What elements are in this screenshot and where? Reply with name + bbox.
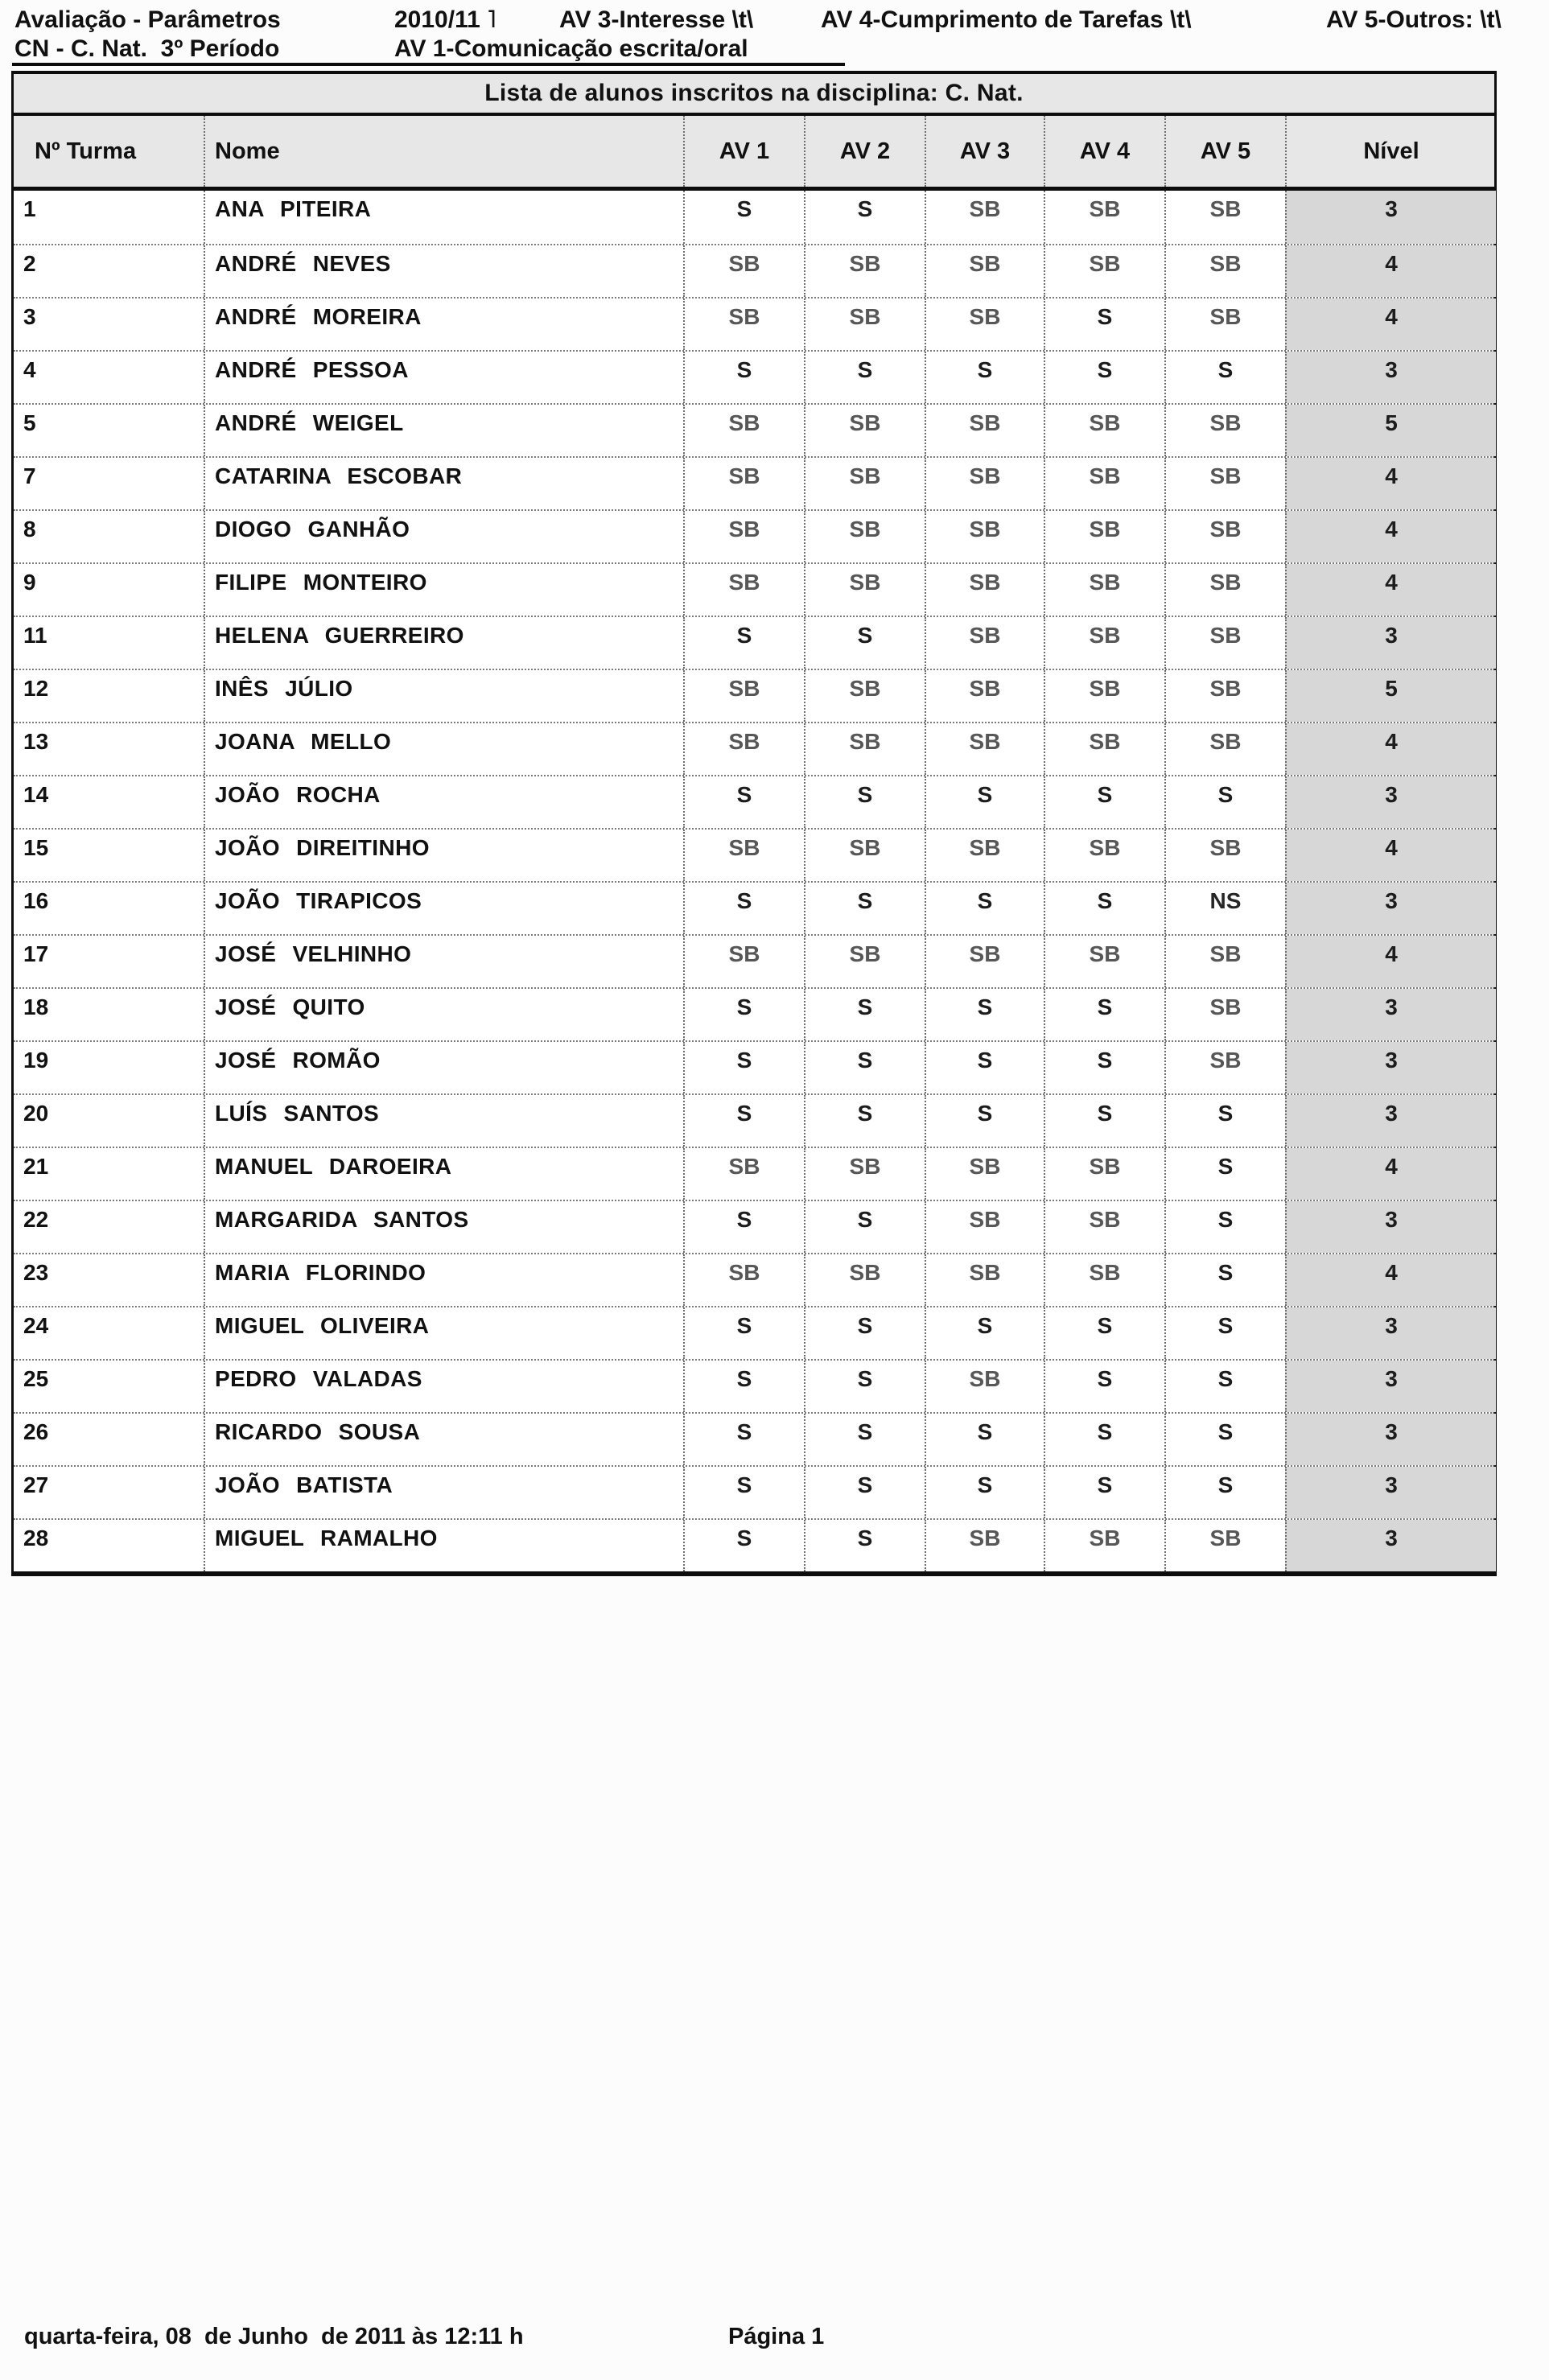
cell-nome: MIGUEL OLIVEIRA xyxy=(204,1307,683,1359)
cell-av3: S xyxy=(925,1095,1044,1147)
cell-turma-num: 7 xyxy=(23,463,36,488)
cell-nome: ANDRÉ WEIGEL xyxy=(204,405,683,456)
cell-av2: S xyxy=(804,1467,925,1518)
cell-nivel: 3 xyxy=(1285,883,1496,934)
cell-turma-num: 19 xyxy=(23,1048,49,1073)
cell-av1: S xyxy=(683,352,804,403)
cell-nivel: 3 xyxy=(1285,191,1496,244)
table-row xyxy=(14,669,1494,722)
table-title-band xyxy=(14,74,1494,116)
cell-av4: SB xyxy=(1044,245,1164,297)
cell-av1: S xyxy=(683,191,804,244)
cell-av1: SB xyxy=(683,670,804,722)
cell-av2: S xyxy=(804,1414,925,1465)
cell-av4: S xyxy=(1044,299,1164,350)
cell-av2: SB xyxy=(804,723,925,775)
cell-nivel: 4 xyxy=(1285,245,1496,297)
cell-av1: SB xyxy=(683,1254,804,1306)
cell-nivel: 4 xyxy=(1285,564,1496,616)
col-header-av4: AV 4 xyxy=(1044,116,1164,187)
cell-av4: SB xyxy=(1044,723,1164,775)
col-header-av1: AV 1 xyxy=(683,116,804,187)
cell-nivel: 4 xyxy=(1285,1148,1496,1200)
table-row xyxy=(14,881,1494,934)
col-header-av3: AV 3 xyxy=(925,116,1044,187)
cell-nome: LUÍS SANTOS xyxy=(204,1095,683,1147)
cell-av3: SB xyxy=(925,830,1044,881)
cell-av5: S xyxy=(1164,1201,1285,1253)
cell-av4: SB xyxy=(1044,830,1164,881)
cell-nome: JOANA MELLO xyxy=(204,723,683,775)
cell-turma-num: 26 xyxy=(23,1419,49,1444)
table-row xyxy=(14,987,1494,1040)
cell-av5: SB xyxy=(1164,936,1285,987)
cell-av5: SB xyxy=(1164,511,1285,562)
cell-nome: ANDRÉ MOREIRA xyxy=(204,299,683,350)
cell-av1: S xyxy=(683,1520,804,1571)
cell-av5: S xyxy=(1164,1361,1285,1412)
cell-av5: SB xyxy=(1164,1042,1285,1093)
cell-av2: SB xyxy=(804,670,925,722)
cell-nome: DIOGO GANHÃO xyxy=(204,511,683,562)
cell-av4: SB xyxy=(1044,617,1164,669)
table-row xyxy=(14,828,1494,881)
table-row xyxy=(14,1359,1494,1412)
param-av5: AV 5-Outros: \t\ xyxy=(1326,6,1502,33)
cell-turma-num: 14 xyxy=(23,782,49,807)
cell-av1: SB xyxy=(683,458,804,509)
cell-av5: S xyxy=(1164,352,1285,403)
cell-av5: SB xyxy=(1164,564,1285,616)
cell-av2: SB xyxy=(804,1254,925,1306)
cell-av1: SB xyxy=(683,511,804,562)
table-title: Lista de alunos inscritos na disciplina: C. Nat. xyxy=(484,80,1024,106)
cell-nome: HELENA GUERREIRO xyxy=(204,617,683,669)
cell-av5: SB xyxy=(1164,989,1285,1040)
cell-turma-num: 11 xyxy=(23,623,47,648)
cell-turma-num: 15 xyxy=(23,835,49,860)
cell-nivel: 3 xyxy=(1285,1201,1496,1253)
cell-av4: SB xyxy=(1044,564,1164,616)
cell-av4: SB xyxy=(1044,191,1164,244)
cell-nivel: 3 xyxy=(1285,617,1496,669)
cell-av3: SB xyxy=(925,191,1044,244)
cell-turma-num: 17 xyxy=(23,941,49,966)
cell-nome: JOSÉ QUITO xyxy=(204,989,683,1040)
cell-av3: SB xyxy=(925,1361,1044,1412)
cell-av2: S xyxy=(804,776,925,828)
param-av4: AV 4-Cumprimento de Tarefas \t\ xyxy=(821,6,1192,33)
cell-nome: RICARDO SOUSA xyxy=(204,1414,683,1465)
cell-turma-num: 24 xyxy=(23,1313,49,1338)
table-header-row xyxy=(14,116,1494,191)
report-title: Avaliação - Parâmetros xyxy=(14,6,281,33)
table-row xyxy=(14,244,1494,297)
cell-av3: SB xyxy=(925,617,1044,669)
cell-av2: S xyxy=(804,989,925,1040)
cell-av5: SB xyxy=(1164,405,1285,456)
param-av1: AV 1-Comunicação escrita/oral xyxy=(394,35,748,62)
cell-av1: SB xyxy=(683,405,804,456)
cell-av2: SB xyxy=(804,299,925,350)
cell-av3: SB xyxy=(925,1520,1044,1571)
cell-turma-num: 4 xyxy=(23,357,36,382)
cell-av4: S xyxy=(1044,1095,1164,1147)
cell-nivel: 3 xyxy=(1285,1042,1496,1093)
cell-turma-num: 9 xyxy=(23,570,36,595)
cell-turma-num: 5 xyxy=(23,410,36,435)
cell-av2: S xyxy=(804,1095,925,1147)
col-header-nivel: Nível xyxy=(1285,116,1496,187)
cell-av4: SB xyxy=(1044,458,1164,509)
cell-av5: SB xyxy=(1164,299,1285,350)
cell-nivel: 3 xyxy=(1285,1467,1496,1518)
cell-av4: S xyxy=(1044,1414,1164,1465)
cell-turma-num: 20 xyxy=(23,1101,49,1126)
cell-av2: SB xyxy=(804,936,925,987)
cell-nivel: 3 xyxy=(1285,1414,1496,1465)
cell-turma-num: 22 xyxy=(23,1207,49,1232)
cell-av1: S xyxy=(683,776,804,828)
cell-av4: SB xyxy=(1044,1201,1164,1253)
cell-av5: SB xyxy=(1164,191,1285,244)
table-body xyxy=(14,191,1494,1571)
cell-av4: SB xyxy=(1044,670,1164,722)
cell-nome: FILIPE MONTEIRO xyxy=(204,564,683,616)
cell-nome: PEDRO VALADAS xyxy=(204,1361,683,1412)
cell-av1: SB xyxy=(683,245,804,297)
cell-av1: SB xyxy=(683,299,804,350)
param-av3: AV 3-Interesse \t\ xyxy=(559,6,754,33)
cell-nome: JOÃO BATISTA xyxy=(204,1467,683,1518)
cell-av2: SB xyxy=(804,511,925,562)
cell-av3: SB xyxy=(925,511,1044,562)
col-header-av5: AV 5 xyxy=(1164,116,1285,187)
cell-av3: SB xyxy=(925,936,1044,987)
cell-av5: S xyxy=(1164,1095,1285,1147)
cell-turma-num: 28 xyxy=(23,1526,49,1550)
cell-turma-num: 13 xyxy=(23,729,49,754)
cell-av4: S xyxy=(1044,1042,1164,1093)
table-row xyxy=(14,616,1494,669)
cell-av2: S xyxy=(804,617,925,669)
report-header-line2 xyxy=(12,34,845,66)
table-row xyxy=(14,1200,1494,1253)
cell-nivel: 4 xyxy=(1285,458,1496,509)
cell-av5: SB xyxy=(1164,617,1285,669)
cell-av1: S xyxy=(683,1414,804,1465)
table-row xyxy=(14,722,1494,775)
cell-nivel: 3 xyxy=(1285,989,1496,1040)
cell-av2: SB xyxy=(804,564,925,616)
cell-av3: SB xyxy=(925,670,1044,722)
cell-av3: SB xyxy=(925,1148,1044,1200)
cell-av2: S xyxy=(804,191,925,244)
cell-av1: SB xyxy=(683,564,804,616)
cell-av3: SB xyxy=(925,405,1044,456)
subject-period: CN - C. Nat. 3º Período xyxy=(14,35,280,62)
cell-av5: S xyxy=(1164,1467,1285,1518)
col-header-nome: Nome xyxy=(204,116,683,187)
cell-nome: MARGARIDA SANTOS xyxy=(204,1201,683,1253)
cell-av1: S xyxy=(683,1201,804,1253)
students-table xyxy=(11,71,1497,1576)
cell-turma-num: 8 xyxy=(23,517,36,541)
cell-av1: S xyxy=(683,883,804,934)
cell-av4: SB xyxy=(1044,1520,1164,1571)
table-row xyxy=(14,403,1494,456)
cell-av4: SB xyxy=(1044,511,1164,562)
school-year: 2010/11 ˥ xyxy=(394,6,496,33)
table-row xyxy=(14,1253,1494,1306)
cell-av3: S xyxy=(925,883,1044,934)
cell-av1: S xyxy=(683,1361,804,1412)
cell-av5: SB xyxy=(1164,670,1285,722)
cell-nome: JOÃO DIREITINHO xyxy=(204,830,683,881)
table-row xyxy=(14,1518,1494,1571)
cell-nivel: 3 xyxy=(1285,352,1496,403)
cell-av2: SB xyxy=(804,458,925,509)
cell-nivel: 3 xyxy=(1285,1095,1496,1147)
cell-av4: S xyxy=(1044,776,1164,828)
cell-av4: S xyxy=(1044,883,1164,934)
cell-av4: SB xyxy=(1044,1148,1164,1200)
cell-nivel: 4 xyxy=(1285,723,1496,775)
cell-av3: SB xyxy=(925,299,1044,350)
cell-av3: SB xyxy=(925,1201,1044,1253)
cell-turma-num: 3 xyxy=(23,304,36,329)
cell-av4: S xyxy=(1044,1307,1164,1359)
cell-nome: JOÃO ROCHA xyxy=(204,776,683,828)
table-row xyxy=(14,1040,1494,1093)
cell-av1: S xyxy=(683,1095,804,1147)
cell-av2: S xyxy=(804,1307,925,1359)
cell-av5: S xyxy=(1164,1254,1285,1306)
cell-av4: S xyxy=(1044,989,1164,1040)
print-datetime: quarta-feira, 08 de Junho de 2011 às 12:11 h xyxy=(24,2324,524,2349)
cell-av5: S xyxy=(1164,1148,1285,1200)
cell-nivel: 3 xyxy=(1285,1307,1496,1359)
cell-av5: SB xyxy=(1164,830,1285,881)
cell-av4: SB xyxy=(1044,1254,1164,1306)
cell-av1: S xyxy=(683,1467,804,1518)
table-row xyxy=(14,775,1494,828)
cell-turma-num: 1 xyxy=(23,196,36,221)
report-header-line1 xyxy=(0,6,1549,35)
cell-av1: S xyxy=(683,1042,804,1093)
table-row xyxy=(14,934,1494,987)
cell-nome: CATARINA ESCOBAR xyxy=(204,458,683,509)
cell-av5: NS xyxy=(1164,883,1285,934)
cell-av1: SB xyxy=(683,723,804,775)
cell-nome: MARIA FLORINDO xyxy=(204,1254,683,1306)
cell-av5: S xyxy=(1164,1414,1285,1465)
cell-turma-num: 18 xyxy=(23,994,49,1019)
cell-nivel: 3 xyxy=(1285,1520,1496,1571)
cell-nome: JOÃO TIRAPICOS xyxy=(204,883,683,934)
cell-av2: S xyxy=(804,1042,925,1093)
page-number: Página 1 xyxy=(728,2324,825,2349)
table-row xyxy=(14,1147,1494,1200)
cell-av5: S xyxy=(1164,776,1285,828)
col-header-turma: Nº Turma xyxy=(35,138,137,164)
cell-av1: SB xyxy=(683,830,804,881)
cell-av5: SB xyxy=(1164,723,1285,775)
cell-av3: S xyxy=(925,1467,1044,1518)
table-row xyxy=(14,509,1494,562)
cell-nome: ANDRÉ NEVES xyxy=(204,245,683,297)
cell-av4: S xyxy=(1044,1467,1164,1518)
cell-nivel: 4 xyxy=(1285,1254,1496,1306)
cell-av3: SB xyxy=(925,458,1044,509)
cell-nivel: 4 xyxy=(1285,830,1496,881)
cell-av3: S xyxy=(925,352,1044,403)
cell-nivel: 3 xyxy=(1285,776,1496,828)
cell-nome: ANDRÉ PESSOA xyxy=(204,352,683,403)
table-row xyxy=(14,562,1494,616)
cell-av3: SB xyxy=(925,723,1044,775)
cell-turma-num: 25 xyxy=(23,1366,49,1391)
table-row xyxy=(14,350,1494,403)
table-row xyxy=(14,1412,1494,1465)
cell-nivel: 4 xyxy=(1285,936,1496,987)
cell-av2: S xyxy=(804,1201,925,1253)
cell-av3: SB xyxy=(925,245,1044,297)
cell-nome: JOSÉ ROMÃO xyxy=(204,1042,683,1093)
cell-av2: S xyxy=(804,352,925,403)
cell-nome: INÊS JÚLIO xyxy=(204,670,683,722)
table-row xyxy=(14,1306,1494,1359)
cell-av2: SB xyxy=(804,245,925,297)
cell-av1: S xyxy=(683,1307,804,1359)
cell-av3: S xyxy=(925,989,1044,1040)
table-row xyxy=(14,1465,1494,1518)
cell-av4: SB xyxy=(1044,936,1164,987)
cell-av1: SB xyxy=(683,936,804,987)
page-footer xyxy=(0,2324,1549,2356)
cell-av4: S xyxy=(1044,1361,1164,1412)
cell-av5: S xyxy=(1164,1307,1285,1359)
cell-av1: SB xyxy=(683,1148,804,1200)
cell-av4: S xyxy=(1044,352,1164,403)
col-header-av2: AV 2 xyxy=(804,116,925,187)
cell-av1: S xyxy=(683,989,804,1040)
cell-nome: ANA PITEIRA xyxy=(204,191,683,244)
cell-av1: S xyxy=(683,617,804,669)
cell-nivel: 4 xyxy=(1285,511,1496,562)
cell-av5: SB xyxy=(1164,245,1285,297)
cell-av5: SB xyxy=(1164,458,1285,509)
cell-nivel: 5 xyxy=(1285,670,1496,722)
table-row xyxy=(14,191,1494,244)
cell-turma-num: 27 xyxy=(23,1472,49,1497)
cell-av2: S xyxy=(804,883,925,934)
cell-av2: SB xyxy=(804,405,925,456)
cell-av3: SB xyxy=(925,564,1044,616)
cell-av2: SB xyxy=(804,1148,925,1200)
cell-av2: S xyxy=(804,1361,925,1412)
cell-av3: S xyxy=(925,1414,1044,1465)
cell-av3: SB xyxy=(925,1254,1044,1306)
cell-nome: MIGUEL RAMALHO xyxy=(204,1520,683,1571)
cell-nivel: 4 xyxy=(1285,299,1496,350)
cell-av4: SB xyxy=(1044,405,1164,456)
table-row xyxy=(14,1093,1494,1147)
cell-nivel: 3 xyxy=(1285,1361,1496,1412)
table-row xyxy=(14,456,1494,509)
cell-nome: JOSÉ VELHINHO xyxy=(204,936,683,987)
cell-nome: MANUEL DAROEIRA xyxy=(204,1148,683,1200)
cell-av5: SB xyxy=(1164,1520,1285,1571)
cell-av3: S xyxy=(925,776,1044,828)
cell-av3: S xyxy=(925,1042,1044,1093)
cell-nivel: 5 xyxy=(1285,405,1496,456)
cell-turma-num: 21 xyxy=(23,1154,49,1179)
cell-turma-num: 12 xyxy=(23,676,49,701)
table-row xyxy=(14,297,1494,350)
cell-turma-num: 2 xyxy=(23,251,36,276)
cell-av2: SB xyxy=(804,830,925,881)
cell-av3: S xyxy=(925,1307,1044,1359)
cell-turma-num: 23 xyxy=(23,1260,49,1285)
cell-turma-num: 16 xyxy=(23,888,49,913)
cell-av2: S xyxy=(804,1520,925,1571)
